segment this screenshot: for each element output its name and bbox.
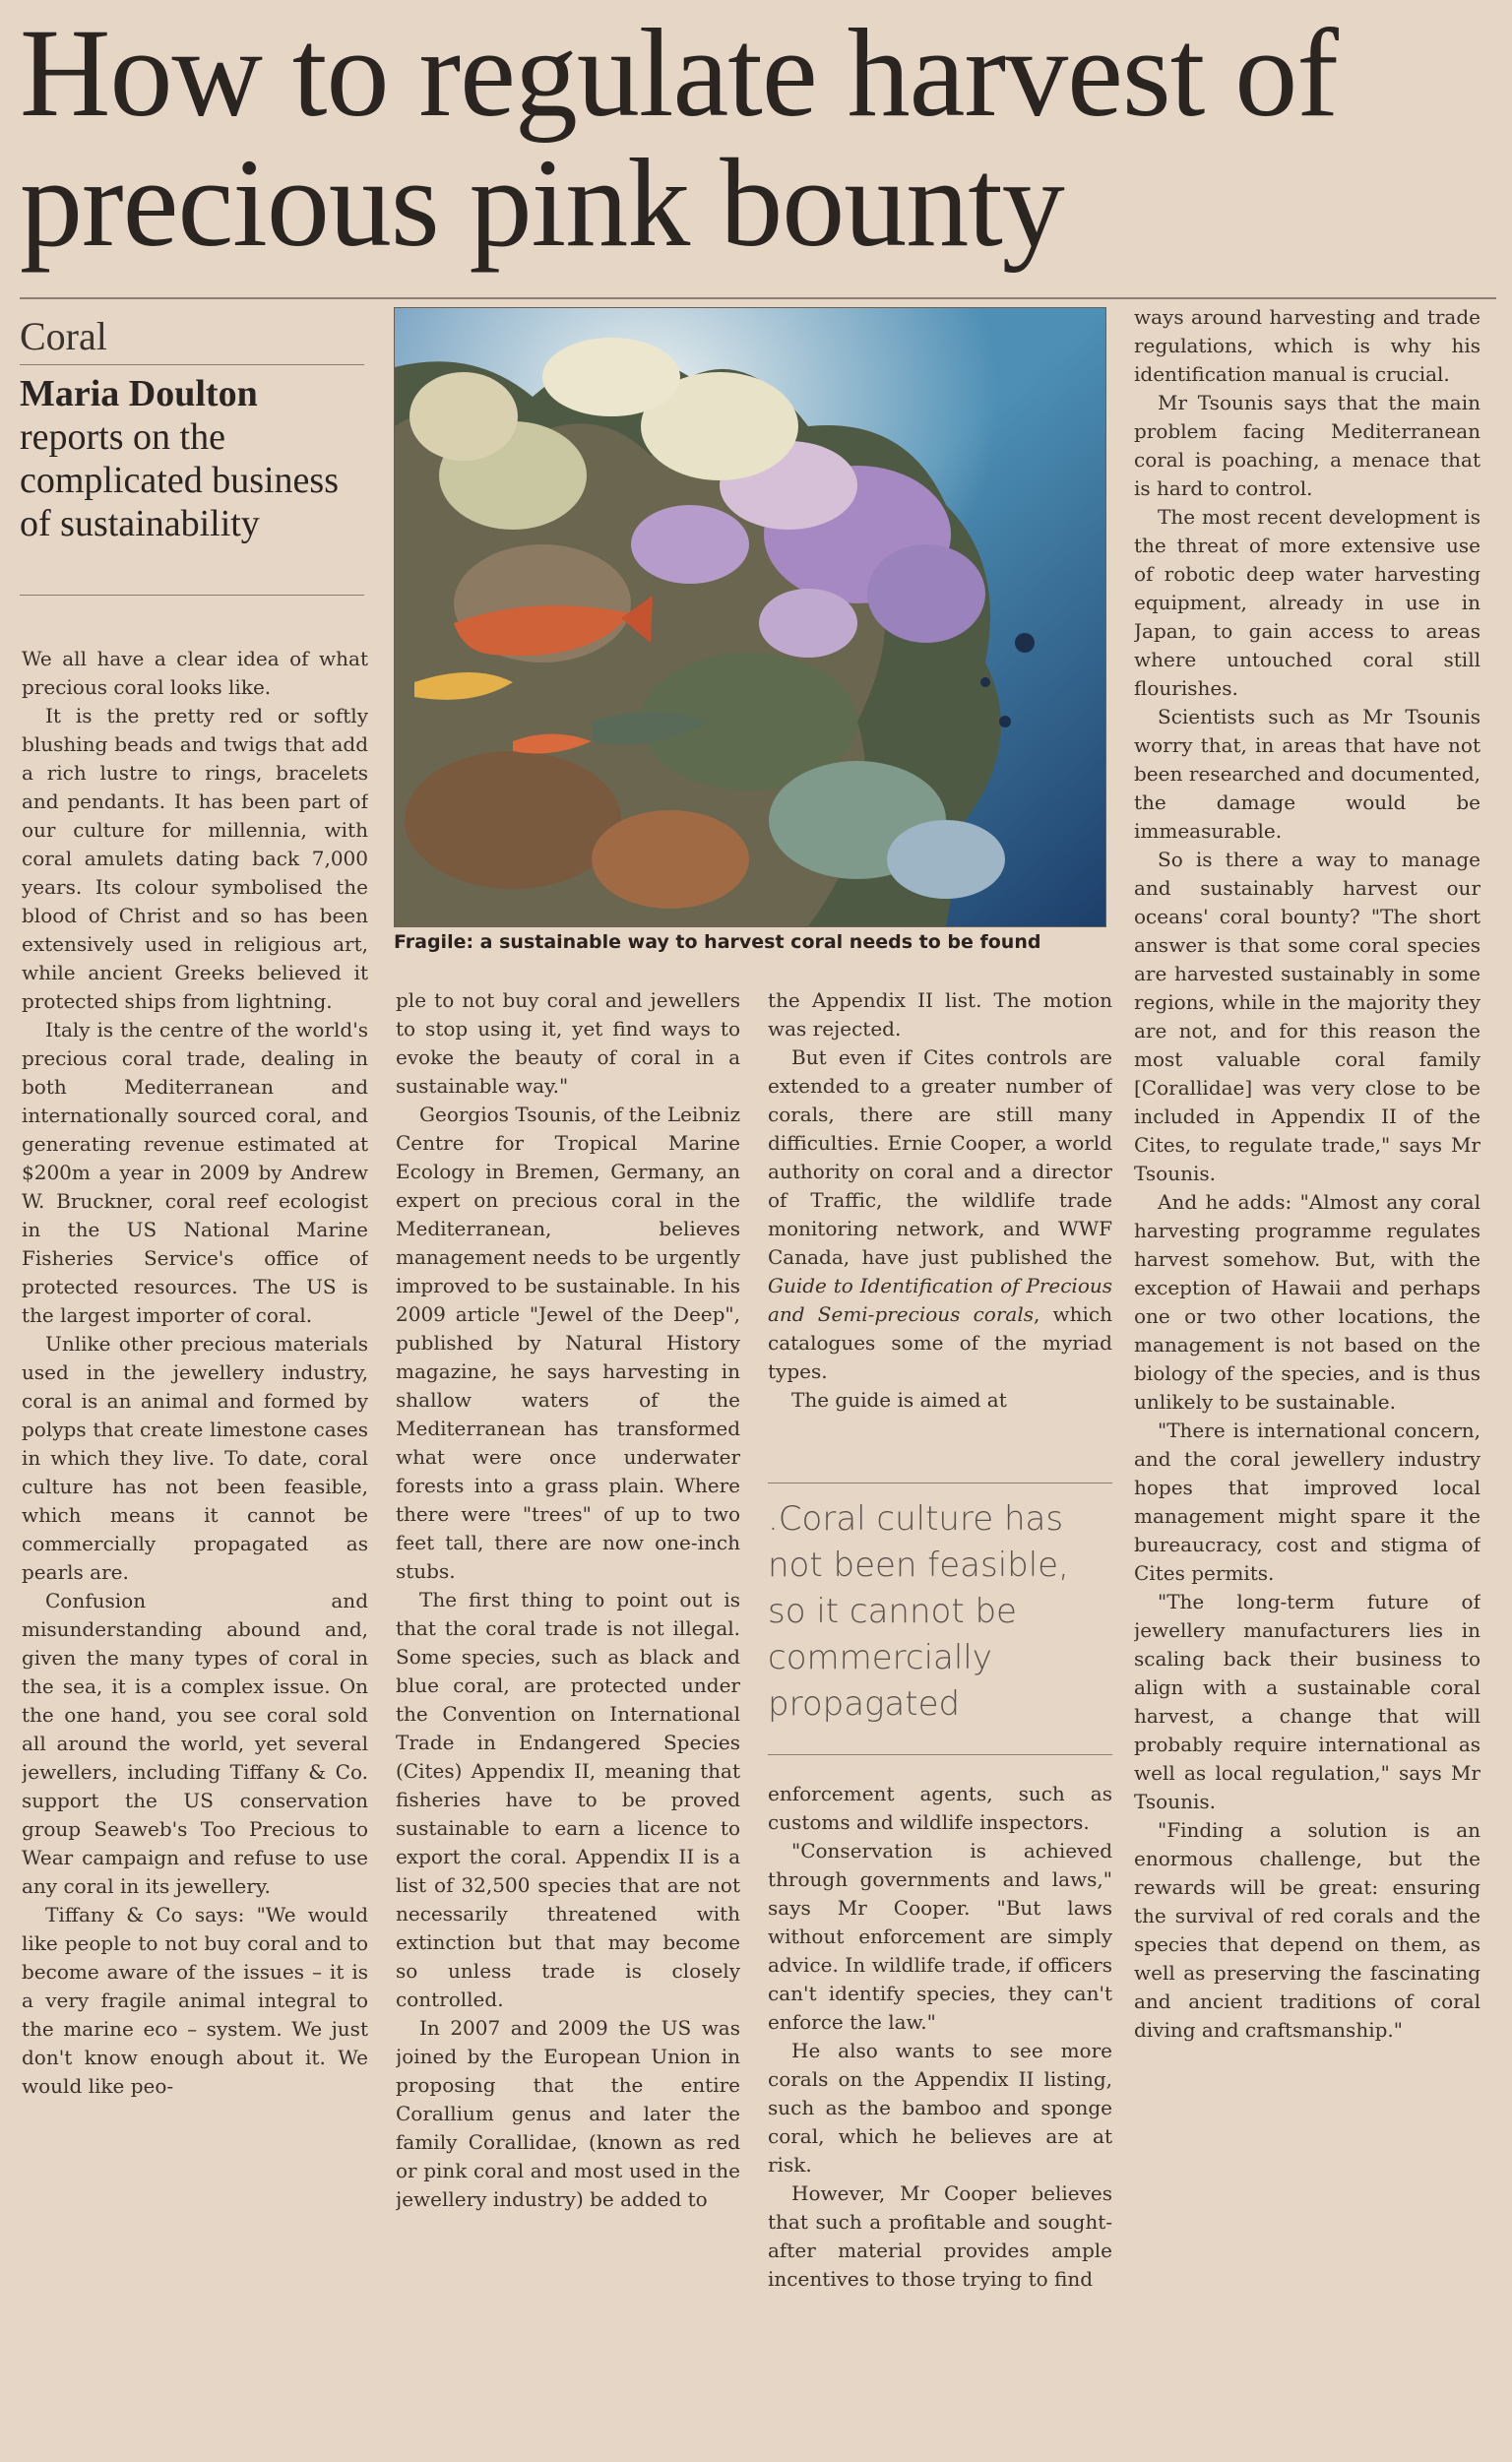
paragraph: Scientists such as Mr Tsounis worry that, in areas that have not been researched and documented, the damage would be immeasurable.	[1134, 705, 1480, 843]
paragraph: The first thing to point out is that the coral trade is not illegal. Some species, such as black and blue coral, are protected under the Convention on International Trade in Endangered Species (Cites) Appendix II, meaning that fisheries have to be proved sustainable to earn a licence to export the coral. Appendix II is a list of 32,500 species that are not necessarily threatened with extinction but that may become so unless trade is closely controlled.	[396, 1588, 740, 2011]
standfirst: reports on the complicated business of sustainability	[20, 416, 339, 544]
headline-rule	[20, 297, 1496, 299]
coral-reef-illustration	[395, 308, 1105, 926]
article-column-3-bottom	[768, 1780, 1112, 2387]
paragraph: And he adds: "Almost any coral harvesting programme regulates harvest somehow. But, with the exception of Hawaii and perhaps one or two other locations, the management is not based on the biology of the species, and is thus unlikely to be sustainable.	[1134, 1190, 1480, 1414]
paragraph: He also wants to see more corals on the Appendix II listing, such as the bamboo and sponge coral, which he believes are at risk.	[768, 2039, 1112, 2177]
paragraph: Unlike other precious materials used in the jewellery industry, coral is an animal and formed by polyps that create limestone cases in which they live. To date, coral culture has not been feasible, which means it cannot be commercially propagated as pearls are.	[22, 1332, 368, 1584]
pull-quote-rule-top	[768, 1483, 1112, 1484]
paragraph: ple to not buy coral and jewellers to stop using it, yet find ways to evoke the beauty of coral in a sustainable way."	[396, 988, 740, 1098]
paragraph: Italy is the centre of the world's precious coral trade, dealing in both Mediterranean and internationally sourced coral, and generating revenue estimated at $200m a year in 2009 by Andrew W. Bruckner, coral reef ecologist in the US National Marine Fisheries Service's office of protected resources. The US is the largest importer of coral.	[22, 1018, 368, 1327]
paragraph: The guide is aimed at	[791, 1388, 1007, 1412]
paragraph: "Conservation is achieved through governments and laws," says Mr Cooper. "But laws without enforcement are simply advice. In wildlife trade, if officers can't identify species, they can't enforce the law."	[768, 1839, 1112, 2034]
paragraph: So is there a way to manage and sustainably harvest our oceans' coral bounty? "The short answer is that some coral species are harvested sustainably in some regions, while in the majority they are not, and for this reason the most valuable coral family [Corallidae] was very close to be included in Appendix II of the Cites, to regulate trade," says Mr Tsounis.	[1134, 848, 1480, 1185]
text-run: But even if Cites controls are extended to a greater number of corals, there are still many difficulties. Ernie Cooper, a world authority on coral and a director of Traffic, the wildlife trade monitoring network, and WWF Canada, have just published the	[768, 1045, 1112, 1269]
paragraph: The most recent development is the threat of more extensive use of robotic deep water harvesting equipment, already in use in Japan, to gain access to areas where untouched coral still flourishes.	[1134, 505, 1480, 700]
paragraph: Georgios Tsounis, of the Leibniz Centre for Tropical Marine Ecology in Bremen, Germany, an expert on precious coral in the Mediterranean, believes management needs to be urgently improved to be sustainable. In his 2009 article "Jewel of the Deep", published by Natural History magazine, he says harvesting in shallow waters of the Mediterranean has transformed what were once underwater forests into a grass plain. Where there were "trees" of up to two feet tall, there are now one-inch stubs.	[396, 1103, 740, 1583]
paragraph: Confusion and misunderstanding abound and, given the many types of coral in the sea, it is a complex issue. On the one hand, you see coral sold all around the world, yet several jewellers, including Tiffany & Co. support the US conservation group Seaweb's Too Precious to Wear campaign and refuse to use any coral in its jewellery.	[22, 1589, 368, 1898]
photo-caption: Fragile: a sustainable way to harvest coral needs to be found	[394, 931, 1041, 953]
paragraph: enforcement agents, such as customs and wildlife inspectors.	[768, 1782, 1112, 1834]
byline-rule	[20, 595, 364, 596]
guide-title: Guide to Identification of Precious and Semi-precious corals	[768, 1274, 1112, 1326]
paragraph: Mr Tsounis says that the main problem facing Mediterranean coral is poaching, a menace that is hard to control.	[1134, 391, 1480, 500]
headline: How to regulate harvest of precious pink bounty	[20, 3, 1338, 273]
paragraph: ways around harvesting and trade regulations, which is why his identification manual is crucial.	[1134, 305, 1480, 386]
paragraph: "Finding a solution is an enormous challenge, but the rewards will be great: ensuring the survival of red corals and the species that depend on them, as well as preserving the fascinating and ancient traditions of coral diving and craftsmanship."	[1134, 1818, 1480, 2042]
paragraph: It is the pretty red or softly blushing beads and twigs that add a rich lustre to rings, bracelets and pendants. It has been part of our culture for millennia, with coral amulets dating back 7,000 years. Its colour symbolised the blood of Christ and so has been extensively used in religious art, while ancient Greeks believed it protected ships from lightning.	[22, 704, 368, 1013]
article-column-4	[1134, 303, 1480, 2387]
paragraph: "The long-term future of jewellery manufacturers lies in scaling back their business to align with a sustainable coral harvest, a change that will probably require international as well as local regulation," says Mr Tsounis.	[1134, 1590, 1480, 1813]
pull-quote-rule-bottom	[768, 1754, 1112, 1755]
paragraph: However, Mr Cooper believes that such a profitable and sought-after material provides ample incentives to those trying to find	[768, 2181, 1112, 2291]
section-label: Coral	[20, 314, 107, 358]
paragraph: Tiffany & Co says: "We would like people to not buy coral and to become aware of the issues – it is a very fragile animal integral to the marine eco – system. We just don't know enough about it. We would like peo-	[22, 1903, 368, 2098]
article-column-2	[396, 986, 740, 2387]
paragraph: We all have a clear idea of what precious coral looks like.	[22, 647, 368, 699]
byline	[20, 372, 374, 545]
text-run: , which catalogues some of the myriad types.	[768, 1302, 1112, 1383]
paragraph: In 2007 and 2009 the US was joined by the European Union in proposing that the entire Corallium genus and later the family Corallidae, (known as red or pink coral and most used in the jewellery industry) be added to	[396, 2016, 740, 2211]
coral-reef-photo	[394, 307, 1106, 927]
article-column-1	[22, 645, 368, 2387]
section-rule	[20, 364, 364, 365]
author-name: Maria Doulton	[20, 373, 258, 414]
article-column-3-top	[768, 986, 1112, 1469]
paragraph: "There is international concern, and the coral jewellery industry hopes that improved local management might spare it the bureaucracy, cost and stigma of Cites permits.	[1134, 1419, 1480, 1585]
paragraph	[768, 1043, 1112, 1386]
pull-quote: .Coral culture has not been feasible, so it cannot be commercially propagated	[768, 1499, 1069, 1724]
paragraph: the Appendix II list. The motion was rejected.	[768, 988, 1112, 1041]
